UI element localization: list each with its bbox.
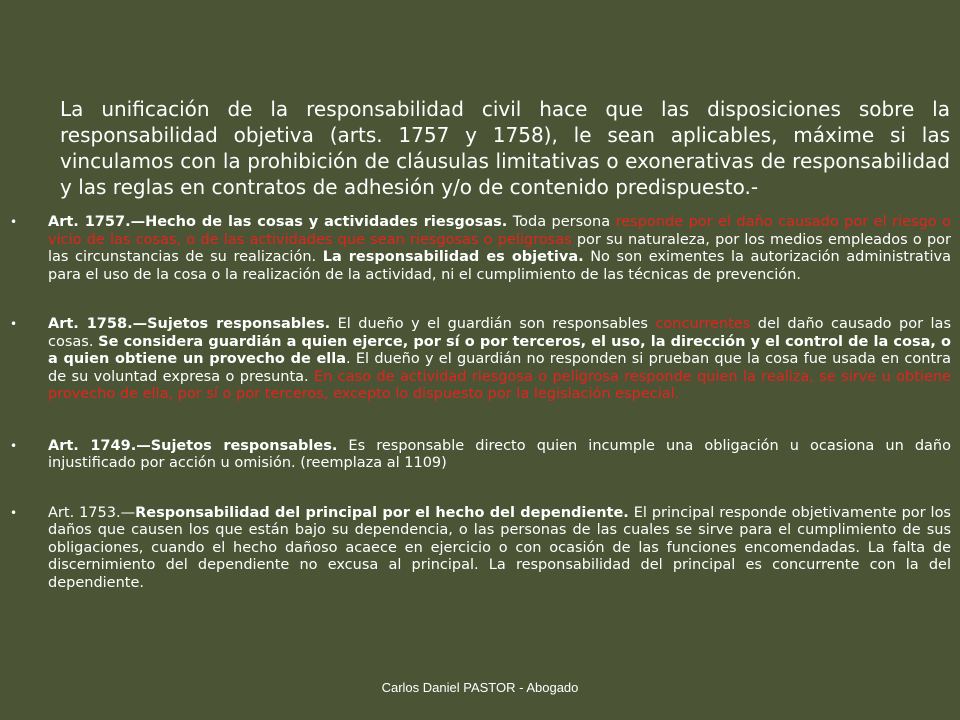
article-text: del daño causado por las cosas. [48,316,951,350]
article-1749 [10,437,951,473]
bullet-icon: • [10,215,18,229]
article-text: No son eximentes la autorización administrativa para el uso de la cosa o la realización de la actividad, ni el cumplimiento de las técnicas de prevención. [48,249,951,283]
article-1753 [10,504,951,593]
articles-list [10,214,951,592]
bullet-icon: • [10,317,18,331]
article-1757 [10,214,951,284]
article-heading: Art. 1758.—Sujetos responsables. [48,316,331,332]
highlighted-text: concurrentes [655,316,751,332]
bold-text: La responsabilidad es objetiva. [322,249,584,265]
article-prefix: Art. 1753.— [48,504,136,521]
article-heading: Art. 1757.—Hecho de las cosas y actividades riesgosas. [48,214,508,230]
article-text: por su naturaleza, por los medios empleados o por las circunstancias de su realización. [48,231,951,265]
highlighted-text: responde por el daño causado por el riesgo o vicio de las cosas, o de las actividades que sean riesgosas o peligrosas [48,214,951,248]
footer-author: Carlos Daniel PASTOR - Abogado [381,680,579,695]
bullet-icon: • [10,505,18,520]
bullet-icon: • [10,438,18,453]
article-text: El dueño y el guardián son responsables [330,316,656,332]
intro-paragraph: La unificación de la responsabilidad civil hace que las disposiciones sobre la responsabilidad objetiva (arts. 1757 y 1758), le sean aplicables, máxime si las vinculamos con la prohibición de cláusulas limitativas o exonerativas de responsabilidad y las reglas en contratos de adhesión y/o de contenido predispuesto.- [60,97,950,199]
article-text: . El dueño y el guardián no responden si prueban que la cosa fue usada en contra de su voluntad expresa o presunta. [48,351,951,385]
highlighted-text: En caso de actividad riesgosa o peligrosa responde quien la realiza, se sirve u obtiene provecho de ella, por sí o por terceros, excepto lo dispuesto por la legislación especial. [48,368,951,402]
article-heading: Responsabilidad del principal por el hecho del dependiente. [135,504,629,521]
article-heading: Art. 1749.—Sujetos responsables. [48,437,338,454]
article-text: Toda persona [507,214,616,230]
article-text: Es responsable directo quien incumple una obligación u ocasiona un daño injustificado por acción u omisión. (reemplaza al 1109) [48,437,951,471]
article-text: El principal responde objetivamente por los daños que causen los que están bajo su dependencia, o las personas de las cuales se sirve para el cumplimiento de sus obligaciones, cuando el hecho dañoso acaece en ejercicio o con ocasión de las funciones encomendadas. La falta de discernimiento del dependiente no excusa al principal. La responsabilidad del principal es concurrente con la del dependiente. [48,504,951,591]
bold-text: Se considera guardián a quien ejerce, por sí o por terceros, el uso, la dirección y el control de la cosa, o a quien obtiene un provecho de ella [48,333,951,367]
article-1758 [10,316,951,404]
